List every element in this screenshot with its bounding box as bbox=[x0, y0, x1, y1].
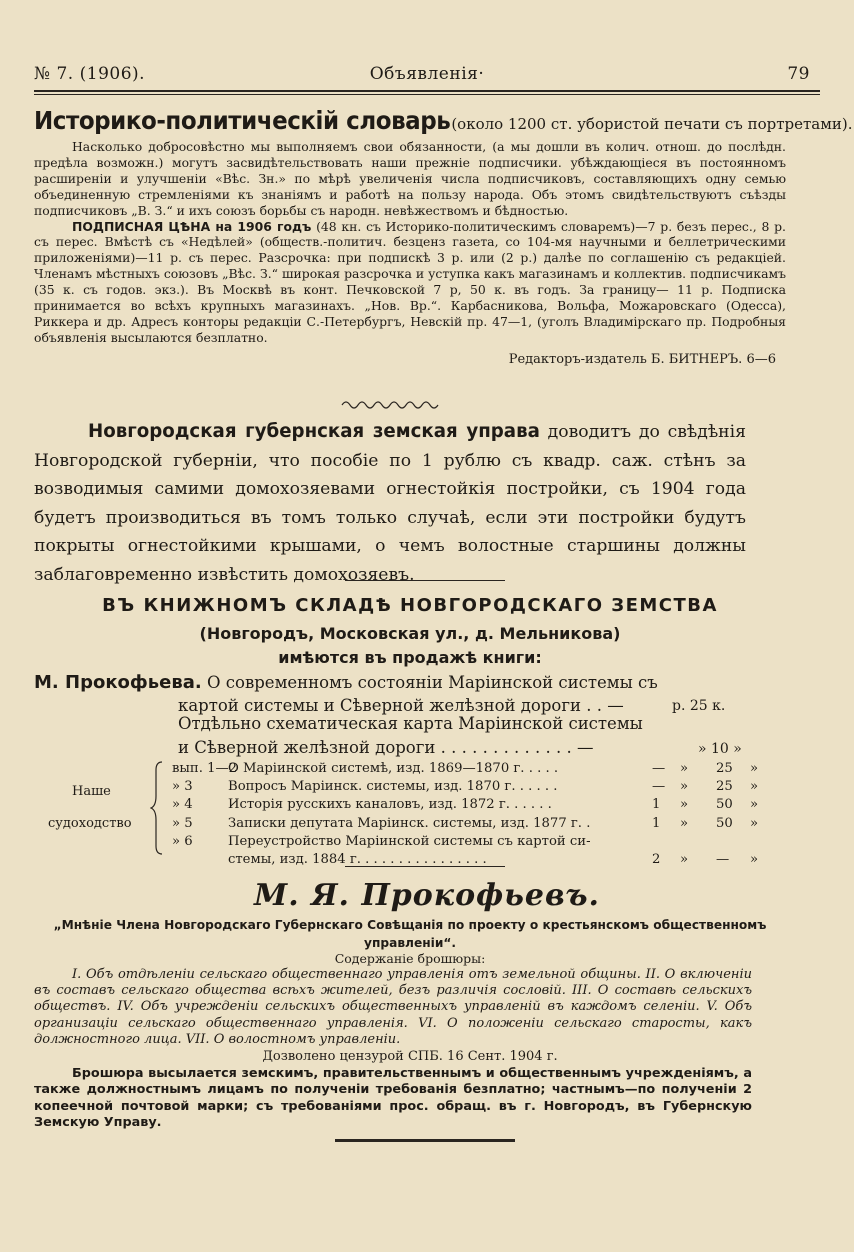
title-cell: Вопросъ Маріинск. системы, изд. 1870 г. . . . . . bbox=[228, 779, 558, 795]
page-number: 79 bbox=[787, 64, 810, 84]
wave-divider bbox=[340, 398, 440, 412]
rub-mark: » bbox=[680, 761, 689, 776]
kop-mark: » bbox=[750, 851, 759, 867]
kop-mark: » bbox=[750, 815, 759, 831]
contents-paragraph: I. Объ отдѣленіи сельскаго общественнаго управленія отъ земельной общины. II. О включеніи въ составъ сельскаго общества всѣхъ жителей, безъ различія сословій. III. О составѣ сельскихъ обществъ. IV. Объ учрежденіи сельскихъ общественныхъ управленій въ каждомъ селеніи. V. Объ организаціи сельскаго общественнаго управленія. VI. О положеніи сельскаго старосты, какъ должностного лица. VII. О волостномъ управленіи. bbox=[34, 967, 752, 1047]
table-row bbox=[172, 815, 759, 833]
bookstore-title: ВЪ КНИЖНОМЪ СКЛАДѢ НОВГОРОДСКАГО ЗЕМСТВА bbox=[102, 595, 718, 616]
kop-cell: 25 bbox=[716, 779, 733, 795]
page-header bbox=[34, 64, 820, 86]
censor-line: Дозволено цензурой СПБ. 16 Сент. 1904 г. bbox=[262, 1049, 558, 1064]
book1-title-start: О современномъ состояніи Маріинской системы съ bbox=[207, 673, 658, 692]
rub-mark: » bbox=[680, 815, 689, 831]
series-table bbox=[172, 760, 759, 869]
brochure-title: „Мнѣніе Члена Новгородскаго Губернскаго Совѣщанія по проекту о крестьянскомъ общественномъ управленіи“. bbox=[53, 918, 767, 950]
section-rule bbox=[345, 866, 505, 867]
section-title: Объявленія· bbox=[369, 64, 485, 84]
book1-line2: картой системы и Сѣверной желѣзной дороги . . — bbox=[178, 696, 624, 715]
kop-mark: » bbox=[750, 779, 759, 795]
bookstore-address: (Новгородъ, Московская ул., д. Мельникова) bbox=[199, 624, 621, 643]
advert-title-note: (около 1200 ст. убористой печати съ портретами). bbox=[451, 115, 853, 133]
table-row bbox=[172, 760, 759, 778]
title-cell: Переустройство Маріинской системы съ картой си- bbox=[228, 833, 591, 849]
issue-number: № 7. (1906). bbox=[34, 64, 146, 84]
rub-cell: 1 bbox=[652, 797, 661, 813]
header-rule-thin bbox=[34, 94, 820, 95]
issue-cell: » 3 bbox=[172, 779, 193, 795]
advert-price-paragraph bbox=[34, 219, 786, 346]
bottom-rule bbox=[335, 1139, 515, 1142]
kop-mark: » bbox=[750, 797, 759, 813]
title-cell: Записки депутата Маріинск. системы, изд. 1877 г. . bbox=[228, 815, 591, 831]
book2-price: » 10 » bbox=[698, 741, 742, 757]
rub-mark: » bbox=[680, 851, 689, 867]
author-signature-name: М. Я. Прокофьевъ. bbox=[254, 878, 600, 913]
notice-head: Новгородская губернская земская управа bbox=[88, 421, 540, 442]
book2-line1: Отдѣльно схематическая карта Маріинской системы bbox=[178, 714, 643, 733]
advert-body bbox=[34, 139, 786, 346]
table-row bbox=[172, 778, 759, 796]
advert-paragraph: Насколько добросовѣстно мы выполняемъ свои обязанности, (а мы дошли въ колич. отнош. до послѣдн. предѣла возможн.) могутъ засвидѣтельствовать наши прежніе подписчики. убѣждающіеся въ постоянномъ расширеніи и улучшеніи «Вѣс. Зн.» по мѣрѣ увеличенія числа подписчиковъ, составляющихъ одну семью объединенную стремленіями къ знаніямъ и работѣ на пользу народа. Объ этомъ свидѣтельствуютъ съѣзды подписчиковъ „В. З.“ и ихъ союзъ борьбы съ народн. невѣжествомъ и бѣдностью. bbox=[34, 139, 786, 218]
dictionary-advert bbox=[34, 106, 853, 367]
book2-line2: и Сѣверной желѣзной дороги . . . . . . . . . . . . . — bbox=[178, 738, 594, 757]
issue-cell: » 5 bbox=[172, 815, 193, 831]
price-text: (48 кн. съ Историко-политическимъ словаремъ)—7 р. безъ перес., 8 р. съ перес. Вмѣстѣ съ «Недѣлей» (обществ.-политич. безценз газета, со 104-мя научными и беллетрическими приложеніями)—11 р. съ перес. Разсрочка: при подпискѣ 3 р. или (2 р.) далѣе по соглашенію съ редакціей. Членамъ мѣстныхъ союзовъ „Вѣс. З.“ широкая разсрочка и уступка какъ магазинамъ и коллектив. подписчикамъ (35 к. съ годов. экз.). Въ Москвѣ въ конт. Печковской 7 р, 50 к. въ годъ. За границу— 11 р. Подписка принимается во всѣхъ крупныхъ магазинахъ. „Нов. Вр.“. Карбасникова, Вольфа, Можаровскаго (Одесса), Риккера и др. Адресъ конторы редакціи С.-Петербургъ, Невскій пр. 47—1, (уголъ Владимірскаго пр. Подробныя объявленія высылаются безплатно. bbox=[34, 218, 786, 345]
contents-text bbox=[34, 967, 752, 1048]
kop-cell: 25 bbox=[716, 761, 733, 776]
kop-cell: 50 bbox=[716, 797, 733, 813]
curly-brace bbox=[150, 760, 164, 856]
rub-cell: — bbox=[652, 779, 666, 795]
brochure-ordering bbox=[34, 1066, 752, 1132]
zemstvo-notice bbox=[34, 418, 746, 589]
title-cell: стемы, изд. 1884 г. . . . . . . . . . . . . . . . bbox=[228, 851, 487, 867]
notice-paragraph bbox=[34, 418, 746, 589]
book1-price: р. 25 к. bbox=[672, 698, 726, 714]
table-row bbox=[172, 833, 591, 851]
title-cell: О Маріинской системѣ, изд. 1869—1870 г. . . . . bbox=[228, 761, 559, 776]
table-row bbox=[172, 796, 759, 814]
rub-mark: » bbox=[680, 797, 689, 813]
advert-title-line bbox=[34, 106, 853, 139]
editor-signature: Редакторъ-издатель Б. БИТНЕРЪ. 6—6 bbox=[508, 351, 776, 367]
title-cell: Исторія русскихъ каналовъ, изд. 1872 г. . . . . . bbox=[228, 797, 552, 813]
header-rule bbox=[34, 90, 820, 92]
advert-title: Историко-политическій словарь bbox=[34, 106, 451, 135]
rub-cell: 1 bbox=[652, 815, 661, 831]
books-on-sale: имѣются въ продажѣ книги: bbox=[278, 648, 542, 667]
kop-cell: — bbox=[716, 851, 730, 867]
group-label-nashe: Наше bbox=[72, 784, 111, 799]
kop-mark: » bbox=[750, 761, 759, 776]
ordering-paragraph: Брошюра высылается земскимъ, правительственнымъ и общественнымъ учрежденіямъ, а также должностнымъ лицамъ по полученіи требованія безплатно; частнымъ—по полученіи 2 копеечной почтовой марки; съ требованіями прос. обращ. въ г. Новгородъ, въ Губернскую Земскую Управу. bbox=[34, 1066, 752, 1131]
rub-cell: 2 bbox=[652, 851, 661, 867]
rub-mark: » bbox=[680, 779, 689, 795]
issue-cell: » 6 bbox=[172, 833, 193, 849]
issue-cell: » 4 bbox=[172, 797, 193, 813]
price-label: ПОДПИСНАЯ ЦѢНА на 1906 годъ bbox=[72, 218, 312, 234]
section-rule bbox=[345, 580, 505, 581]
rub-cell: — bbox=[652, 761, 666, 776]
notice-text: доводитъ до свѣдѣнія Новгородской губерніи, что пособіе по 1 рублю съ квадр. саж. стѣнъ за возводимыя самими домохозяевами огнестойкія постройки, съ 1904 года будетъ производиться въ томъ только случаѣ, если эти постройки будутъ покрыты огнестойкими крышами, о чемъ волостные старшины должны заблаговременно извѣстить домохозяевъ. bbox=[34, 422, 746, 585]
group-label-sudokhodstvo: судоходство bbox=[48, 816, 132, 831]
book1-line1 bbox=[34, 672, 658, 693]
kop-cell: 50 bbox=[716, 815, 733, 831]
issue-cell: вып. 1—2 bbox=[172, 761, 238, 776]
contents-label: Содержаніе брошюры: bbox=[334, 951, 486, 966]
author-name: М. Прокофьева. bbox=[34, 672, 202, 693]
